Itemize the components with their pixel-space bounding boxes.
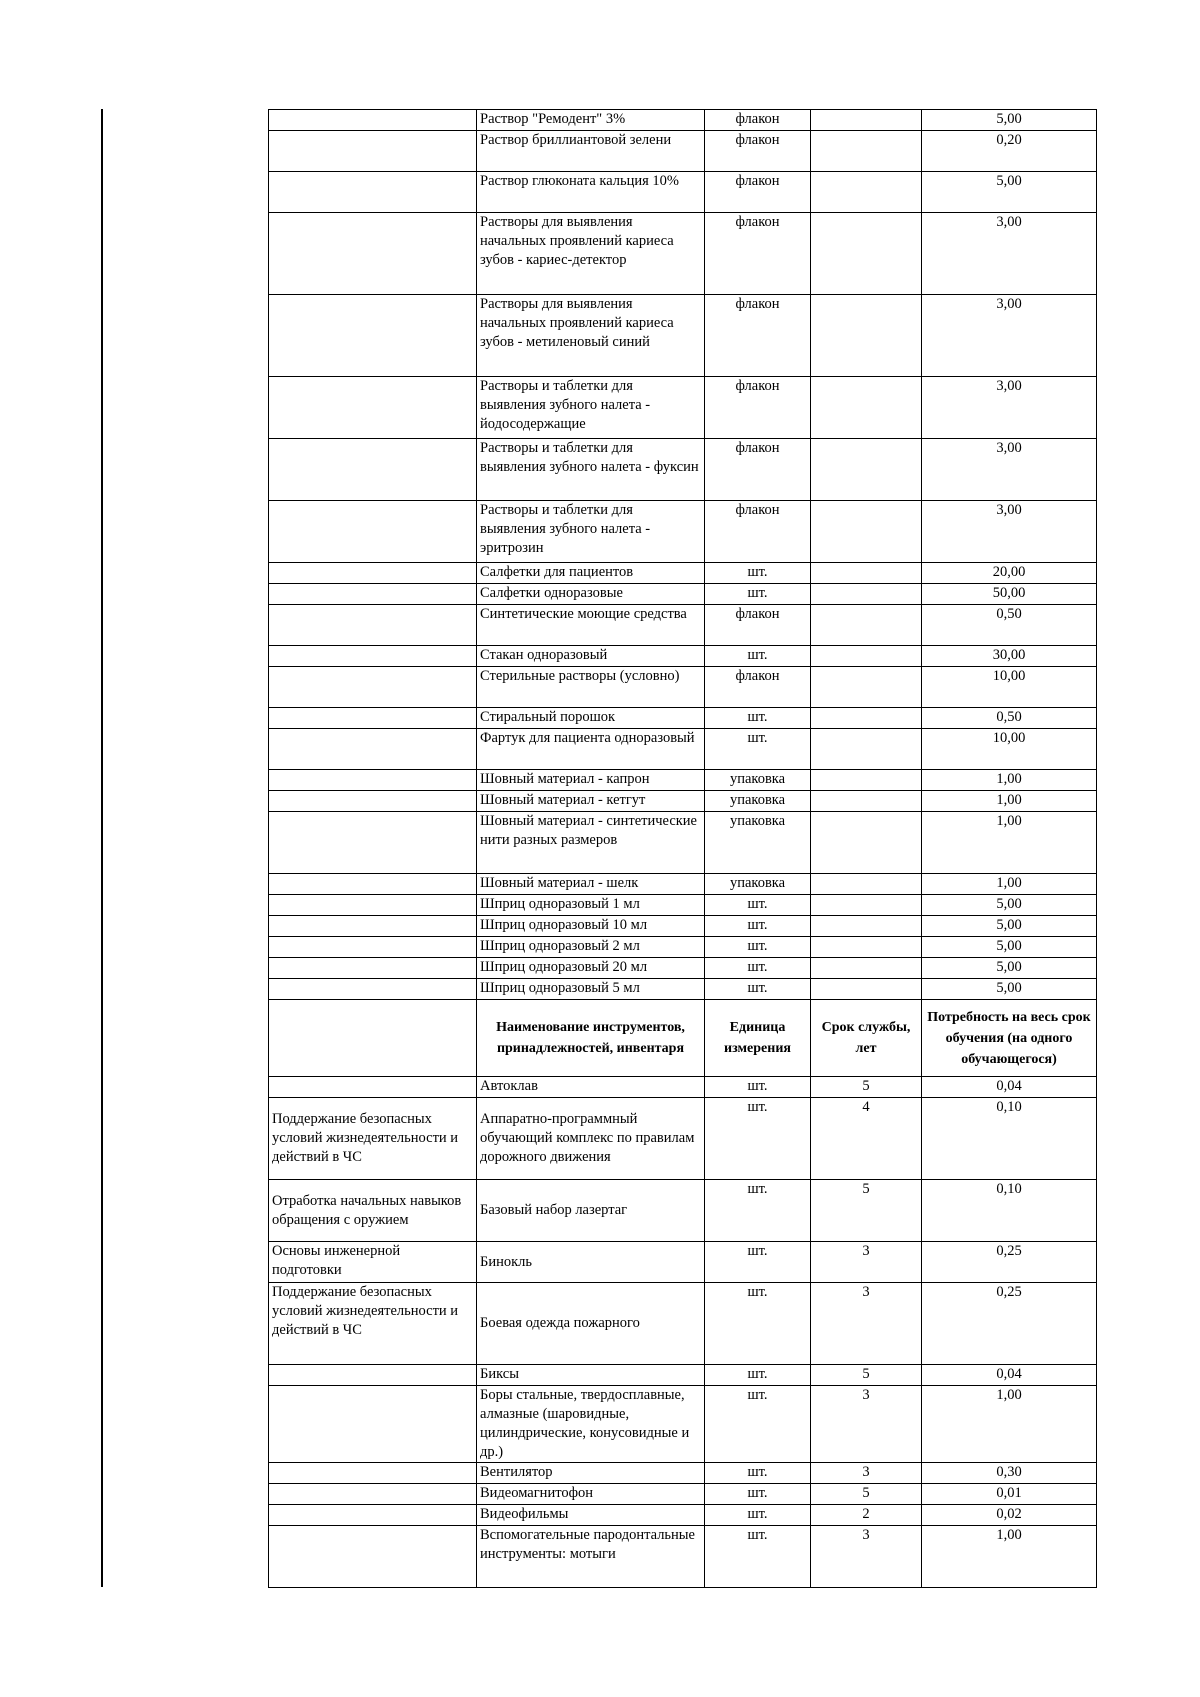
- table-row: [269, 563, 1097, 584]
- item-life: 4: [811, 1098, 922, 1180]
- table-row: [269, 1505, 1097, 1526]
- item-unit: шт.: [705, 916, 811, 937]
- item-unit: упаковка: [705, 770, 811, 791]
- table-row: [269, 1283, 1097, 1365]
- topic-cell: [269, 646, 477, 667]
- table-row: [269, 1526, 1097, 1588]
- item-unit: флакон: [705, 213, 811, 295]
- topic-cell: [269, 874, 477, 895]
- item-quantity: 5,00: [922, 895, 1097, 916]
- topic-cell: [269, 1484, 477, 1505]
- topic-cell: [269, 1386, 477, 1463]
- item-life: [811, 791, 922, 812]
- table-row: [269, 377, 1097, 439]
- topic-cell: [269, 1526, 477, 1588]
- item-name: Шовный материал - кетгут: [477, 791, 705, 812]
- item-life: 3: [811, 1526, 922, 1588]
- header-topic-cell: [269, 1000, 477, 1077]
- table-row: [269, 131, 1097, 172]
- table-row: [269, 937, 1097, 958]
- topic-cell: [269, 937, 477, 958]
- item-need: 0,10: [922, 1180, 1097, 1242]
- item-name: Вспомогательные пародонтальные инструменты: мотыги: [477, 1526, 705, 1588]
- topic-cell: [269, 501, 477, 563]
- item-life: 5: [811, 1484, 922, 1505]
- topic-cell: [269, 916, 477, 937]
- item-unit: шт.: [705, 1526, 811, 1588]
- item-need: 1,00: [922, 1526, 1097, 1588]
- item-quantity: 5,00: [922, 916, 1097, 937]
- left-margin-line: [101, 109, 103, 1587]
- item-unit: упаковка: [705, 791, 811, 812]
- topic-cell: [269, 563, 477, 584]
- topic-cell: [269, 110, 477, 131]
- item-quantity: 1,00: [922, 791, 1097, 812]
- item-name: Салфетки для пациентов: [477, 563, 705, 584]
- table-row: [269, 172, 1097, 213]
- topic-cell: Поддержание безопасных условий жизнедеятельности и действий в ЧС: [269, 1283, 477, 1365]
- item-quantity: 3,00: [922, 501, 1097, 563]
- item-life: [811, 110, 922, 131]
- item-name: Фартук для пациента одноразовый: [477, 729, 705, 770]
- item-unit: флакон: [705, 377, 811, 439]
- item-quantity: 30,00: [922, 646, 1097, 667]
- item-unit: шт.: [705, 958, 811, 979]
- item-need: 0,10: [922, 1098, 1097, 1180]
- table-row: [269, 1077, 1097, 1098]
- table-row: [269, 791, 1097, 812]
- item-name: Аппаратно-программный обучающий комплекс по правилам дорожного движения: [477, 1098, 705, 1180]
- header-life: Срок службы, лет: [811, 1000, 922, 1077]
- item-life: [811, 646, 922, 667]
- item-need: 0,04: [922, 1077, 1097, 1098]
- topic-cell: Основы инженерной подготовки: [269, 1242, 477, 1283]
- table-row: [269, 213, 1097, 295]
- item-need: 0,02: [922, 1505, 1097, 1526]
- item-unit: флакон: [705, 501, 811, 563]
- item-need: 0,01: [922, 1484, 1097, 1505]
- topic-cell: [269, 958, 477, 979]
- table-row: [269, 1386, 1097, 1463]
- item-unit: флакон: [705, 131, 811, 172]
- item-quantity: 0,50: [922, 708, 1097, 729]
- item-name: Базовый набор лазертаг: [477, 1180, 705, 1242]
- topic-cell: [269, 791, 477, 812]
- topic-cell: [269, 729, 477, 770]
- topic-cell: [269, 770, 477, 791]
- topic-cell: [269, 1077, 477, 1098]
- topic-cell: [269, 895, 477, 916]
- topic-cell: [269, 708, 477, 729]
- table-row: [269, 1463, 1097, 1484]
- item-name: Боевая одежда пожарного: [477, 1283, 705, 1365]
- item-unit: шт.: [705, 937, 811, 958]
- topic-cell: [269, 1505, 477, 1526]
- item-life: [811, 131, 922, 172]
- table-row: [269, 916, 1097, 937]
- item-life: [811, 501, 922, 563]
- table-row: [269, 667, 1097, 708]
- supplies-table: [268, 109, 1097, 1588]
- item-quantity: 5,00: [922, 958, 1097, 979]
- header-need: Потребность на весь срок обучения (на одного обучающегося): [922, 1000, 1097, 1077]
- table-row: [269, 874, 1097, 895]
- item-name: Стерильные растворы (условно): [477, 667, 705, 708]
- table-row: [269, 295, 1097, 377]
- topic-cell: [269, 213, 477, 295]
- table-row: [269, 1180, 1097, 1242]
- item-unit: шт.: [705, 1180, 811, 1242]
- table-row: [269, 958, 1097, 979]
- item-life: 3: [811, 1242, 922, 1283]
- table-row: [269, 584, 1097, 605]
- item-name: Шприц одноразовый 5 мл: [477, 979, 705, 1000]
- table-row: [269, 605, 1097, 646]
- consumables-section: [269, 110, 1097, 1000]
- item-life: 2: [811, 1505, 922, 1526]
- item-life: [811, 729, 922, 770]
- item-quantity: 3,00: [922, 213, 1097, 295]
- table-row: [269, 895, 1097, 916]
- item-life: [811, 667, 922, 708]
- topic-cell: [269, 1365, 477, 1386]
- item-life: [811, 895, 922, 916]
- topic-cell: Отработка начальных навыков обращения с оружием: [269, 1180, 477, 1242]
- item-name: Растворы и таблетки для выявления зубного налета - йодосодержащие: [477, 377, 705, 439]
- table-row: [269, 812, 1097, 874]
- table-row: [269, 1242, 1097, 1283]
- item-life: [811, 812, 922, 874]
- item-life: [811, 979, 922, 1000]
- item-unit: флакон: [705, 667, 811, 708]
- item-unit: шт.: [705, 1386, 811, 1463]
- topic-cell: Поддержание безопасных условий жизнедеятельности и действий в ЧС: [269, 1098, 477, 1180]
- item-quantity: 10,00: [922, 729, 1097, 770]
- item-name: Растворы для выявления начальных проявлений кариеса зубов - кариес-детектор: [477, 213, 705, 295]
- item-quantity: 0,20: [922, 131, 1097, 172]
- item-quantity: 3,00: [922, 295, 1097, 377]
- item-life: 5: [811, 1180, 922, 1242]
- item-unit: шт.: [705, 1283, 811, 1365]
- item-name: Бинокль: [477, 1242, 705, 1283]
- item-life: [811, 937, 922, 958]
- header-row: [269, 1000, 1097, 1077]
- item-name: Автоклав: [477, 1077, 705, 1098]
- item-unit: упаковка: [705, 874, 811, 895]
- table-row: [269, 729, 1097, 770]
- item-unit: шт.: [705, 895, 811, 916]
- item-unit: флакон: [705, 605, 811, 646]
- item-life: [811, 584, 922, 605]
- topic-cell: [269, 439, 477, 501]
- item-name: Шприц одноразовый 2 мл: [477, 937, 705, 958]
- table-row: [269, 1098, 1097, 1180]
- item-quantity: 10,00: [922, 667, 1097, 708]
- item-unit: шт.: [705, 1242, 811, 1283]
- topic-cell: [269, 812, 477, 874]
- item-quantity: 5,00: [922, 110, 1097, 131]
- item-life: 3: [811, 1463, 922, 1484]
- item-name: Стиральный порошок: [477, 708, 705, 729]
- item-quantity: 0,50: [922, 605, 1097, 646]
- item-unit: шт.: [705, 1098, 811, 1180]
- instruments-section: [269, 1077, 1097, 1588]
- item-name: Шовный материал - шелк: [477, 874, 705, 895]
- item-name: Биксы: [477, 1365, 705, 1386]
- item-life: 5: [811, 1365, 922, 1386]
- item-life: [811, 439, 922, 501]
- item-unit: шт.: [705, 729, 811, 770]
- item-name: Раствор глюконата кальция 10%: [477, 172, 705, 213]
- topic-cell: [269, 605, 477, 646]
- topic-cell: [269, 584, 477, 605]
- topic-cell: [269, 295, 477, 377]
- item-life: [811, 377, 922, 439]
- item-quantity: 1,00: [922, 812, 1097, 874]
- item-life: [811, 958, 922, 979]
- item-name: Видеомагнитофон: [477, 1484, 705, 1505]
- item-need: 0,25: [922, 1283, 1097, 1365]
- item-unit: шт.: [705, 1365, 811, 1386]
- item-quantity: 3,00: [922, 377, 1097, 439]
- item-unit: флакон: [705, 295, 811, 377]
- topic-cell: [269, 172, 477, 213]
- item-unit: шт.: [705, 1463, 811, 1484]
- topic-cell: [269, 979, 477, 1000]
- item-name: Синтетические моющие средства: [477, 605, 705, 646]
- item-life: [811, 172, 922, 213]
- item-life: [811, 708, 922, 729]
- item-name: Шовный материал - капрон: [477, 770, 705, 791]
- topic-cell: [269, 667, 477, 708]
- table-row: [269, 646, 1097, 667]
- topic-cell: [269, 1463, 477, 1484]
- item-unit: шт.: [705, 979, 811, 1000]
- item-name: Боры стальные, твердосплавные, алмазные (шаровидные, цилиндрические, конусовидные и др.): [477, 1386, 705, 1463]
- item-quantity: 3,00: [922, 439, 1097, 501]
- item-name: Растворы для выявления начальных проявлений кариеса зубов - метиленовый синий: [477, 295, 705, 377]
- table-row: [269, 110, 1097, 131]
- item-quantity: 5,00: [922, 172, 1097, 213]
- item-need: 0,30: [922, 1463, 1097, 1484]
- item-unit: шт.: [705, 708, 811, 729]
- item-name: Растворы и таблетки для выявления зубного налета - фуксин: [477, 439, 705, 501]
- item-life: 3: [811, 1283, 922, 1365]
- item-name: Растворы и таблетки для выявления зубного налета - эритрозин: [477, 501, 705, 563]
- item-name: Салфетки одноразовые: [477, 584, 705, 605]
- table-row: [269, 1365, 1097, 1386]
- item-unit: шт.: [705, 1505, 811, 1526]
- table-row: [269, 439, 1097, 501]
- topic-cell: [269, 377, 477, 439]
- item-unit: шт.: [705, 1077, 811, 1098]
- item-life: [811, 916, 922, 937]
- item-life: [811, 563, 922, 584]
- item-name: Вентилятор: [477, 1463, 705, 1484]
- item-life: [811, 874, 922, 895]
- item-unit: шт.: [705, 646, 811, 667]
- item-unit: шт.: [705, 584, 811, 605]
- item-name: Шприц одноразовый 10 мл: [477, 916, 705, 937]
- item-name: Шприц одноразовый 20 мл: [477, 958, 705, 979]
- topic-cell: [269, 131, 477, 172]
- item-quantity: 5,00: [922, 937, 1097, 958]
- item-quantity: 20,00: [922, 563, 1097, 584]
- item-life: [811, 213, 922, 295]
- item-unit: флакон: [705, 110, 811, 131]
- table-row: [269, 1484, 1097, 1505]
- item-unit: шт.: [705, 563, 811, 584]
- item-need: 1,00: [922, 1386, 1097, 1463]
- table-row: [269, 708, 1097, 729]
- item-name: Видеофильмы: [477, 1505, 705, 1526]
- item-unit: флакон: [705, 172, 811, 213]
- item-unit: флакон: [705, 439, 811, 501]
- item-unit: шт.: [705, 1484, 811, 1505]
- header-name: Наименование инструментов, принадлежностей, инвентаря: [477, 1000, 705, 1077]
- item-life: [811, 295, 922, 377]
- instruments-header: [269, 1000, 1097, 1077]
- item-name: Шприц одноразовый 1 мл: [477, 895, 705, 916]
- item-quantity: 50,00: [922, 584, 1097, 605]
- item-life: [811, 605, 922, 646]
- item-name: Раствор "Ремодент" 3%: [477, 110, 705, 131]
- item-life: [811, 770, 922, 791]
- item-name: Шовный материал - синтетические нити разных размеров: [477, 812, 705, 874]
- item-life: 3: [811, 1386, 922, 1463]
- table-row: [269, 770, 1097, 791]
- table-row: [269, 979, 1097, 1000]
- item-quantity: 1,00: [922, 770, 1097, 791]
- item-need: 0,25: [922, 1242, 1097, 1283]
- item-name: Стакан одноразовый: [477, 646, 705, 667]
- item-quantity: 1,00: [922, 874, 1097, 895]
- item-life: 5: [811, 1077, 922, 1098]
- header-unit: Единица измерения: [705, 1000, 811, 1077]
- item-quantity: 5,00: [922, 979, 1097, 1000]
- item-need: 0,04: [922, 1365, 1097, 1386]
- item-unit: упаковка: [705, 812, 811, 874]
- item-name: Раствор бриллиантовой зелени: [477, 131, 705, 172]
- table-row: [269, 501, 1097, 563]
